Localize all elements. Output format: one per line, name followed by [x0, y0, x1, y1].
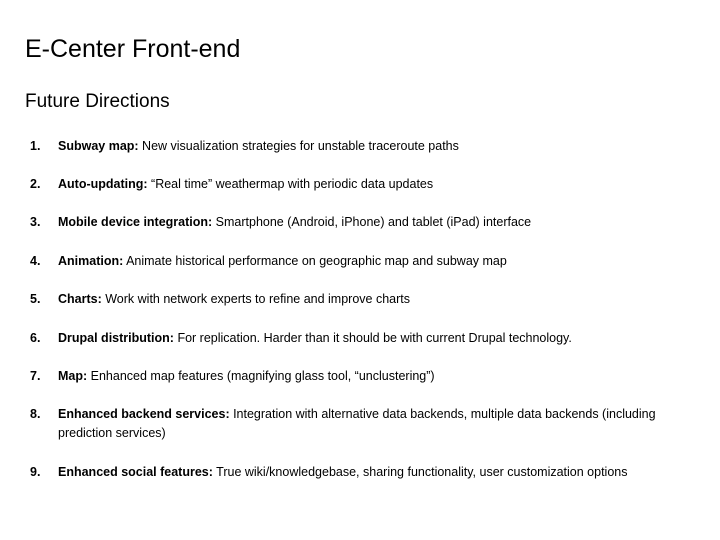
list-item-term: Enhanced backend services:	[58, 407, 230, 421]
list-item-content	[58, 175, 690, 194]
list-item-content	[58, 252, 690, 271]
list-item	[30, 290, 690, 309]
list-item-content	[58, 405, 690, 443]
slide-subtitle: Future Directions	[25, 91, 170, 112]
list-item	[30, 405, 690, 443]
list-item-text: New visualization strategies for unstable traceroute paths	[138, 139, 459, 153]
list-item	[30, 367, 690, 386]
list-item-number: 6.	[30, 331, 41, 345]
list-item-text: Enhanced map features (magnifying glass tool, “unclustering”)	[87, 369, 435, 383]
list-item	[30, 329, 690, 348]
list-item-term: Charts:	[58, 292, 102, 306]
list-item-content	[58, 137, 690, 156]
list-item-text: True wiki/knowledgebase, sharing functionality, user customization options	[212, 465, 628, 479]
list-item-term: Animation:	[58, 254, 124, 268]
list-item-term: Auto-updating:	[58, 177, 148, 191]
list-item-text: Work with network experts to refine and improve charts	[101, 292, 410, 306]
list-item	[30, 252, 690, 271]
list-item-text: “Real time” weathermap with periodic data updates	[147, 177, 434, 191]
list-item-number: 5.	[30, 292, 41, 306]
slide-title: E-Center Front-end	[25, 35, 241, 63]
list-item-text: Animate historical performance on geographic map and subway map	[123, 254, 507, 268]
list-item-number: 8.	[30, 407, 41, 421]
list-item-term: Enhanced social features:	[58, 465, 213, 479]
list-item-term: Mobile device integration:	[58, 215, 213, 229]
list-item-content	[58, 463, 690, 482]
list-item-text: For replication. Harder than it should be with current Drupal technology.	[173, 331, 572, 345]
list-item	[30, 175, 690, 194]
list-item	[30, 137, 690, 156]
list-item-term: Map:	[58, 369, 88, 383]
list-item-content	[58, 329, 690, 348]
list-item-term: Drupal distribution:	[58, 331, 174, 345]
list-item-number: 2.	[30, 177, 41, 191]
list-item-number: 9.	[30, 465, 41, 479]
list-item-number: 1.	[30, 139, 41, 153]
list-item-text: Integration with alternative data backends, multiple data backends (including prediction services)	[58, 407, 656, 440]
list-item-content	[58, 213, 690, 232]
list-item-text: Smartphone (Android, iPhone) and tablet (iPad) interface	[212, 215, 532, 229]
list-item-number: 4.	[30, 254, 41, 268]
list-item-content	[58, 290, 690, 309]
list-item-number: 7.	[30, 369, 41, 383]
list-item	[30, 463, 690, 482]
list-item	[30, 213, 690, 232]
list-item-term: Subway map:	[58, 139, 139, 153]
list-item-content	[58, 367, 690, 386]
list-item-number: 3.	[30, 215, 41, 229]
